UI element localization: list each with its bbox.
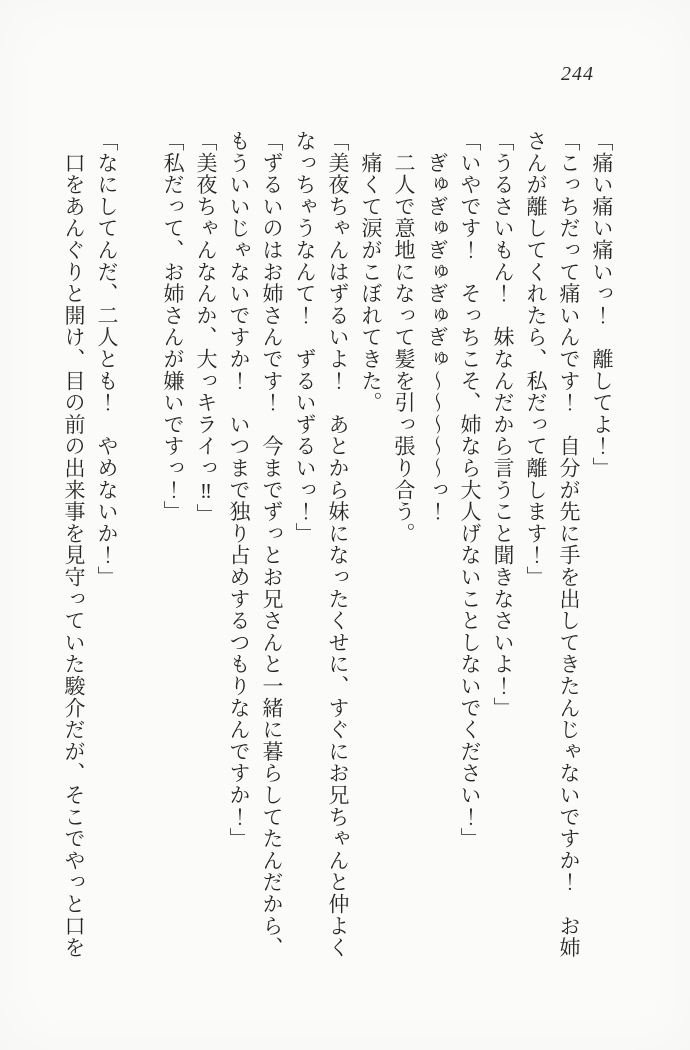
onomatopoeia-line: ぎゅぎゅぎゅぎゅぎゅ〜〜〜〜〜っ！ [425,130,449,523]
narrative-line: 二人で意地になって髪を引っ張り合う。 [392,130,416,545]
narrative-line: 口をあんぐりと開け、目の前の出来事を見守っていた駿介だが、そこでやっと口を [62,130,86,959]
narrative-line: 痛くて涙がこぼれてきた。 [359,130,383,414]
dialogue-line: 「私だって、お姉さんが嫌いですっ！」 [161,130,185,523]
dialogue-line: 「こっちだって痛いんです！ 自分が先に手を出してきたんじゃないですか！ お姉さんが離してくれたら、私だって離します！」 [524,130,581,959]
page-text [57,130,618,960]
dialogue-line: 「なにしてんだ、二人とも！ やめないか！」 [95,130,119,588]
dialogue-line: 「痛い痛い痛いっ！ 離してよ！」 [590,130,614,479]
page-number: 244 [561,63,594,85]
dialogue-line: 「美夜ちゃんなんか、大っキライっ‼」 [194,130,218,526]
dialogue-line: 「美夜ちゃんはずるいよ！ あとから妹になったくせに、すぐにお兄ちゃんと仲よくなっちゃうなんて！ ずるいずるいっ！」 [293,130,350,959]
blank-line [123,130,156,960]
dialogue-line: 「いやです！ そっちこそ、姉なら大人げないことしないでください！」 [458,130,482,850]
dialogue-line: 「ずるいのはお姉さんです！ 今までずっとお兄さんと一緒に暮らしてたんだから、もういいじゃないですか！ いつまで独り占めするつもりなんですか！」 [227,130,284,959]
dialogue-line: 「うるさいもん！ 妹なんだから言うこと聞きなさいよ！」 [491,130,515,719]
